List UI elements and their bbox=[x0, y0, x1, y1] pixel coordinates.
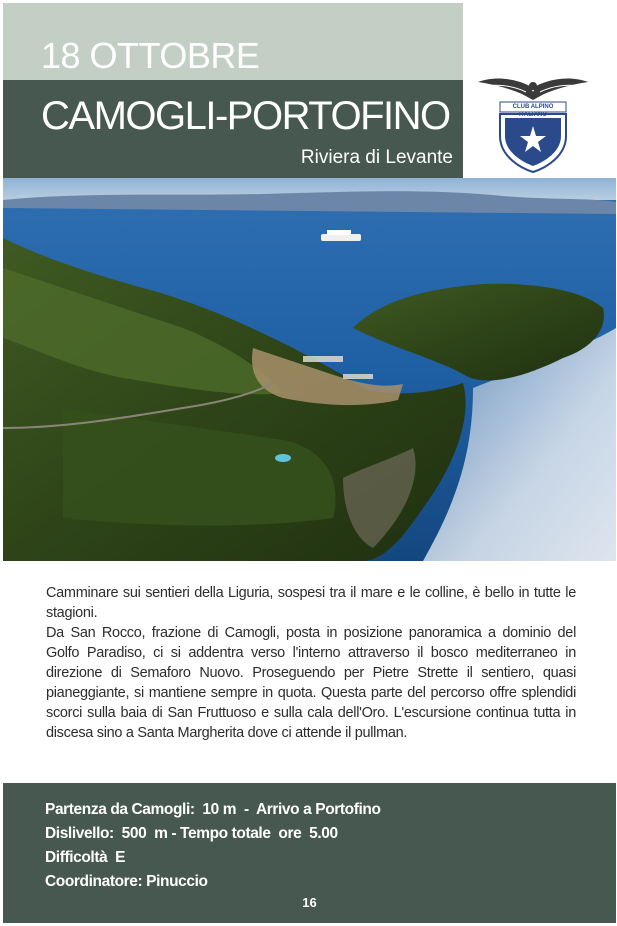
difficulty-info: Difficoltà E bbox=[45, 849, 126, 866]
cai-logo bbox=[474, 72, 592, 176]
description-text bbox=[46, 583, 576, 743]
coordinator-info: Coordinatore: Pinuccio bbox=[45, 873, 208, 890]
aerial-photo bbox=[3, 178, 616, 561]
page-subtitle: Riviera di Levante bbox=[300, 147, 453, 168]
route-paragraph: Da San Rocco, frazione di Camogli, posta in posizione panoramica a dominio del Golfo Paradiso, ci si addentra verso l'interno attraverso il bosco mediterraneo in direzione di Semaforo Nuovo. Proseguendo per Pietre Strette il sentiero, quasi pianeggiante, si mantiene sempre in quota. Questa parte del percorso offre splendidi scorci sulla baia di San Fruttuoso e sulla cala dell'Oro. L'escursione continua tutta in discesa sino a Santa Margherita dove ci attende il pullman. bbox=[46, 625, 576, 741]
date-band bbox=[3, 3, 463, 80]
event-date: 18 OTTOBRE bbox=[41, 35, 260, 76]
elevation-time-info: Dislivello: 500 m - Tempo totale ore 5.00 bbox=[45, 825, 338, 842]
portofino-aerial-image bbox=[3, 178, 616, 561]
cai-eagle-shield-icon bbox=[474, 72, 592, 176]
intro-paragraph: Camminare sui sentieri della Liguria, sospesi tra il mare e le colline, è bello in tutte le stagioni. bbox=[46, 585, 576, 621]
info-band bbox=[3, 783, 616, 923]
page-number: 16 bbox=[302, 895, 317, 910]
title-band bbox=[3, 80, 463, 178]
cai-logo-text: CLUB ALPINO ITALIANO bbox=[512, 104, 554, 118]
page-title: CAMOGLI-PORTOFINO bbox=[41, 94, 450, 138]
start-end-info: Partenza da Camogli: 10 m - Arrivo a Portofino bbox=[45, 801, 381, 818]
